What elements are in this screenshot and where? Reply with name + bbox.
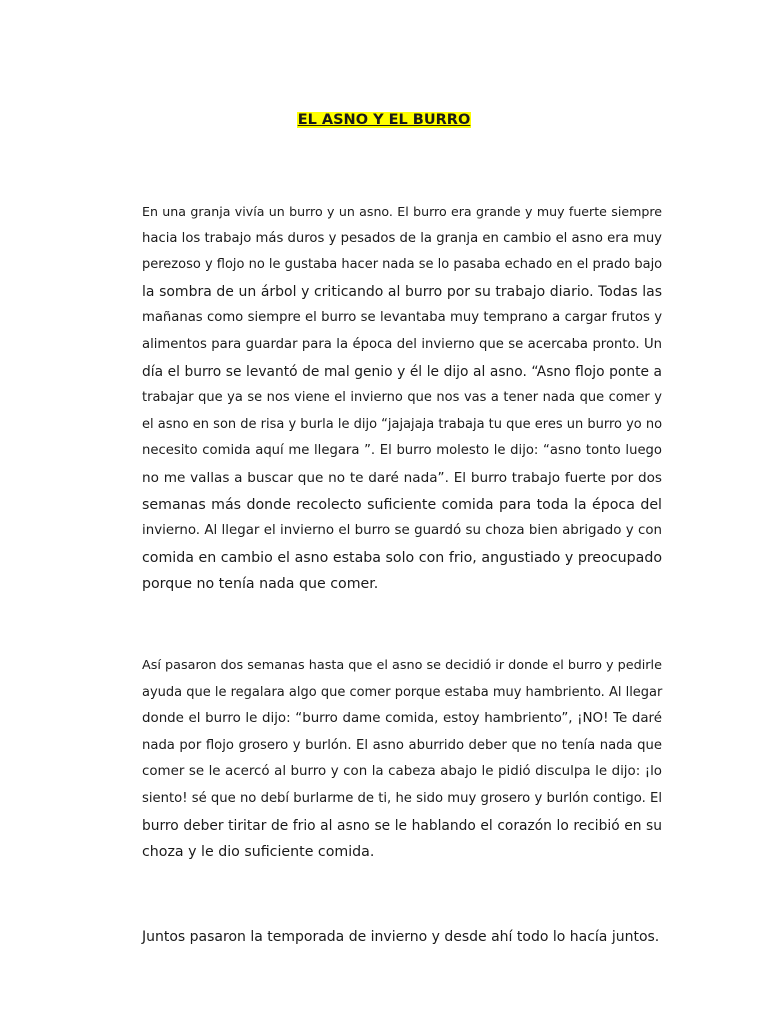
text-line: no me vallas a buscar que no te daré nada”. El burro trabajo fuerte por dos [142, 469, 662, 486]
text-line: perezoso y flojo no le gustaba hacer nada se lo pasaba echado en el prado bajo [142, 257, 663, 273]
text-line: donde el burro le dijo: “burro dame comida, estoy hambriento”, ¡NO! Te daré [142, 711, 662, 727]
text-line: siento! sé que no debí burlarme de ti, he sido muy grosero y burlón contigo. El [142, 790, 662, 806]
text-line: necesito comida aquí me llegara ”. El burro molesto le dijo: “asno tonto luego [142, 443, 662, 459]
text-line: burro deber tiritar de frio al asno se le hablando el corazón lo recibió en su [142, 817, 662, 834]
text-line: porque no tenía nada que comer. [142, 576, 379, 593]
text-line: hacia los trabajo más duros y pesados de la granja en cambio el asno era muy [142, 230, 662, 246]
text-line: día el burro se levantó de mal genio y él le dijo al asno. “Asno flojo ponte a [142, 363, 662, 380]
title-text: EL ASNO Y EL BURRO [297, 112, 471, 128]
paragraph-2 [142, 653, 662, 866]
text-line: comida en cambio el asno estaba solo con frio, angustiado y preocupado [142, 549, 662, 566]
text-line: ayuda que le regalara algo que comer porque estaba muy hambriento. Al llegar [142, 684, 663, 700]
text-line: alimentos para guardar para la época del invierno que se acercaba pronto. Un [142, 336, 662, 352]
text-line: la sombra de un árbol y criticando al burro por su trabajo diario. Todas las [142, 283, 662, 300]
text-line: choza y le dio suficiente comida. [142, 844, 375, 861]
text-line: Juntos pasaron la temporada de invierno y desde ahí todo lo hacía juntos. [142, 929, 660, 945]
text-line: mañanas como siempre el burro se levantaba muy temprano a cargar frutos y [142, 310, 662, 326]
text-line: invierno. Al llegar el invierno el burro se guardó su choza bien abrigado y con [142, 523, 662, 539]
text-line: semanas más donde recolecto suficiente comida para toda la época del [142, 496, 662, 513]
text-line: trabajar que ya se nos viene el invierno que nos vas a tener nada que comer y [142, 390, 662, 406]
page-title [0, 112, 768, 128]
text-line: comer se le acercó al burro y con la cabeza abajo le pidió disculpa le dijo: ¡lo [142, 764, 662, 780]
paragraph-1 [142, 199, 662, 598]
text-line: nada por flojo grosero y burlón. El asno aburrido deber que no tenía nada que [142, 737, 662, 753]
text-line: En una granja vivía un burro y un asno. El burro era grande y muy fuerte siempre [142, 204, 662, 219]
paragraph-3 [142, 924, 662, 951]
text-line: Así pasaron dos semanas hasta que el asno se decidió ir donde el burro y pedirle [142, 658, 662, 673]
text-line: el asno en son de risa y burla le dijo “jajajaja trabaja tu que eres un burro yo no [142, 416, 663, 432]
